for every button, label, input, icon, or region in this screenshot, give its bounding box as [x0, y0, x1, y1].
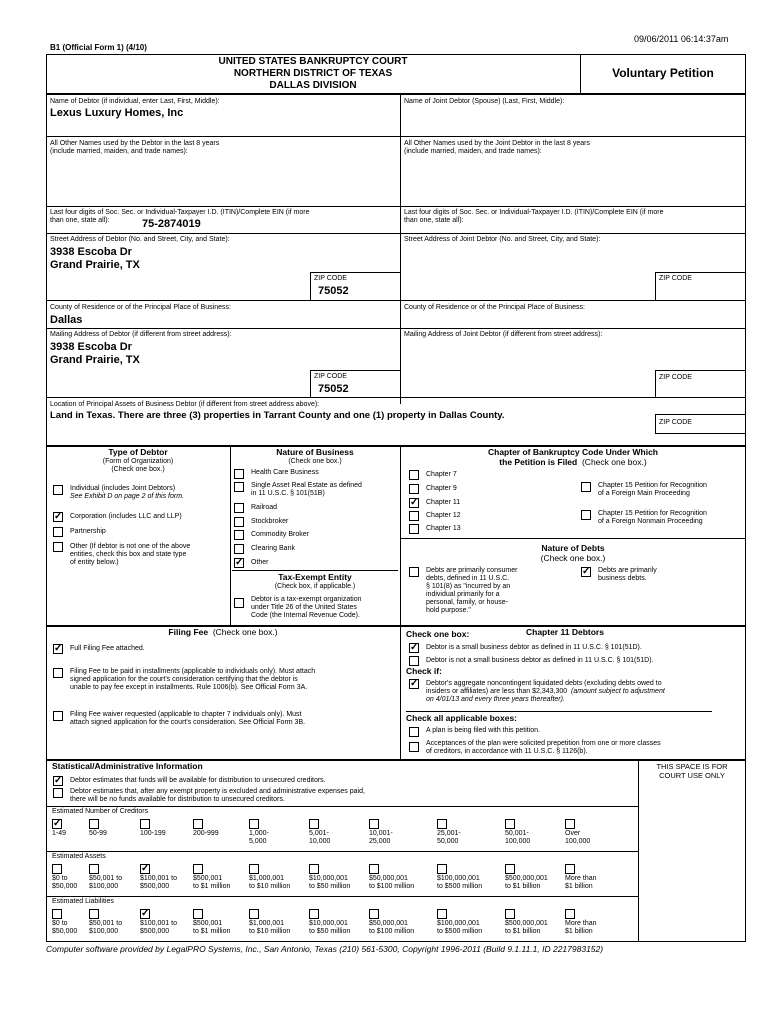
checkmark-icon: ✓ — [141, 908, 150, 919]
liabilities-option-checkbox[interactable] — [437, 909, 447, 919]
partnership-checkbox[interactable] — [53, 527, 63, 537]
plan-filed-label: A plan is being filed with this petition. — [426, 727, 541, 734]
individual-checkbox[interactable] — [53, 485, 63, 495]
chapter-9-label: Chapter 9 — [426, 485, 457, 492]
aggregate-debts-label: Debtor's aggregate noncontingent liquidated debts (excluding debts owed to insiders or affiliates) are less than $2,343,300 (amount subject to adjustment on 4/01/13 and every three years thereafter). — [426, 680, 665, 704]
single-asset-checkbox[interactable] — [234, 482, 244, 492]
assets-option-label: $10,000,001 to $50 million — [309, 875, 351, 891]
chapter-15-main-checkbox[interactable] — [581, 482, 591, 492]
chapter-13-label: Chapter 13 — [426, 525, 461, 532]
other-business-label: Other — [251, 559, 269, 566]
assets-option-label: $500,000,001 to $1 billion — [505, 875, 548, 891]
assets-option-checkbox[interactable] — [249, 864, 259, 874]
court-use-label: THIS SPACE IS FOR COURT USE ONLY — [656, 762, 728, 780]
debtor-mailing-label: Mailing Address of Debtor (if different from street address): — [50, 331, 232, 338]
creditors-option-label: 5,001- 10,000 — [309, 830, 331, 846]
liabilities-option-checkbox[interactable] — [565, 909, 575, 919]
fee-waiver-checkbox[interactable] — [53, 711, 63, 721]
liabilities-option-checkbox[interactable] — [369, 909, 379, 919]
liabilities-option-checkbox[interactable] — [249, 909, 259, 919]
creditors-option-label: 25,001- 50,000 — [437, 830, 461, 846]
creditors-option-checkbox[interactable] — [249, 819, 259, 829]
liabilities-option-checkbox[interactable] — [52, 909, 62, 919]
statistical-title: Statistical/Administrative Information — [52, 761, 203, 771]
liabilities-option-checkbox[interactable] — [193, 909, 203, 919]
chapter-12-checkbox[interactable] — [409, 511, 419, 521]
creditors-option-checkbox[interactable] — [437, 819, 447, 829]
chapter-12-label: Chapter 12 — [426, 512, 461, 519]
small-business-label: Debtor is a small business debtor as defined in 11 U.S.C. § 101(51D). — [426, 644, 642, 651]
creditors-option-checkbox[interactable] — [140, 819, 150, 829]
assets-option-checkbox[interactable] — [140, 864, 150, 874]
stockbroker-label: Stockbroker — [251, 518, 289, 525]
chapter-15-main-label: Chapter 15 Petition for Recognition of a Foreign Main Proceeding — [598, 482, 707, 498]
debtor-mailing-zip: 75052 — [318, 383, 349, 395]
creditors-option-label: 1-49 — [52, 830, 67, 837]
clearing-bank-checkbox[interactable] — [234, 544, 244, 554]
creditors-option-label: 10,001- 25,000 — [369, 830, 393, 846]
chapter-15-nonmain-label: Chapter 15 Petition for Recognition of a Foreign Nonmain Proceeding — [598, 510, 707, 526]
no-funds-label: Debtor estimates that, after any exempt property is excluded and administrative expenses paid, there will be no funds available for distribution to unsecured creditors. — [70, 788, 365, 804]
assets-option-label: $0 to $50,000 — [52, 875, 78, 891]
individual-label: Individual (includes Joint Debtors) See Exhibit D on page 2 of this form. — [70, 485, 185, 501]
liabilities-option-label: $50,001 to $100,000 — [89, 920, 123, 936]
assets-option-checkbox[interactable] — [89, 864, 99, 874]
liabilities-option-label: $50,000,001 to $100 million — [369, 920, 415, 936]
assets-option-checkbox[interactable] — [505, 864, 515, 874]
assets-option-label: $50,000,001 to $100 million — [369, 875, 415, 891]
aggregate-debts-checkbox[interactable]: ✓ — [410, 678, 419, 689]
installment-fee-label: Filing Fee to be paid in installments (applicable to individuals only). Must attach signed application for the court's consideration certifying that the debtor is unable to pay fee except in installments. Rule 1006(b). See Official Form 3A. — [70, 668, 316, 692]
joint-mailing-zip-label: ZIP CODE — [659, 374, 692, 381]
health-care-label: Health Care Business — [251, 469, 319, 476]
consumer-debts-label: Debts are primarily consumer debts, defined in 11 U.S.C. § 101(8) as "incurred by an individual primarily for a personal, family, or house- hold purpose." — [426, 567, 518, 615]
corporation-checkbox[interactable]: ✓ — [54, 511, 63, 522]
creditors-option-checkbox[interactable] — [52, 819, 62, 829]
commodity-broker-checkbox[interactable] — [234, 530, 244, 540]
assets-option-label: $500,001 to $1 million — [193, 875, 231, 891]
fee-waiver-label: Filing Fee waiver requested (applicable to chapter 7 individuals only). Must attach signed application for the court's consideration. See Official Form 3B. — [70, 711, 306, 727]
creditors-option-label: 1,000- 5,000 — [249, 830, 269, 846]
other-entity-label: Other (If debtor is not one of the above entities, check this box and state type of entity below.) — [70, 543, 191, 567]
liabilities-option-checkbox[interactable] — [89, 909, 99, 919]
creditors-option-checkbox[interactable] — [309, 819, 319, 829]
chapter-13-checkbox[interactable] — [409, 524, 419, 534]
creditors-option-label: 50,001- 100,000 — [505, 830, 531, 846]
creditors-option-checkbox[interactable] — [89, 819, 99, 829]
liabilities-option-label: $100,000,001 to $500 million — [437, 920, 483, 936]
health-care-checkbox[interactable] — [234, 469, 244, 479]
creditors-option-label: 50-99 — [89, 830, 107, 837]
clearing-bank-label: Clearing Bank — [251, 545, 295, 552]
debtor-mailing-line2: Grand Prairie, TX — [50, 354, 140, 366]
creditors-option-checkbox[interactable] — [505, 819, 515, 829]
location-zip-label: ZIP CODE — [659, 419, 692, 426]
software-footer: Computer software provided by LegalPRO Systems, Inc., San Antonio, Texas (210) 561-5300, Copyright 1996-2011 (Build 9.1.11.1, ID 2217983152) — [46, 944, 604, 954]
other-entity-checkbox[interactable] — [53, 542, 63, 552]
no-funds-checkbox[interactable] — [53, 788, 63, 798]
liabilities-option-label: $500,001 to $1 million — [193, 920, 231, 936]
tax-exempt-label: Debtor is a tax-exempt organization under Title 26 of the United States Code (the Internal Revenue Code). — [251, 596, 362, 620]
chapter-11-label: Chapter 11 — [426, 499, 461, 506]
debtor-street-line2: Grand Prairie, TX — [50, 259, 140, 271]
assets-option-checkbox[interactable] — [565, 864, 575, 874]
liabilities-option-label: $100,001 to $500,000 — [140, 920, 177, 936]
debtor-street-label: Street Address of Debtor (No. and Street, City, and State): — [50, 236, 230, 243]
debtor-zip: 75052 — [318, 285, 349, 297]
installment-fee-checkbox[interactable] — [53, 668, 63, 678]
debtor-street-line1: 3938 Escoba Dr — [50, 246, 132, 258]
chapter-7-checkbox[interactable] — [409, 470, 419, 480]
creditors-option-label: 100-199 — [140, 830, 166, 837]
assets-option-label: $100,001 to $500,000 — [140, 875, 177, 891]
other-business-checkbox[interactable]: ✓ — [235, 557, 244, 568]
assets-option-checkbox[interactable] — [52, 864, 62, 874]
chapter-9-checkbox[interactable] — [409, 484, 419, 494]
liabilities-option-label: More than $1 billion — [565, 920, 597, 936]
assets-option-label: More than $1 billion — [565, 875, 597, 891]
assets-option-checkbox[interactable] — [193, 864, 203, 874]
check-all-label: Check all applicable boxes: — [406, 713, 518, 723]
assets-option-checkbox[interactable] — [309, 864, 319, 874]
assets-option-label: $50,001 to $100,000 — [89, 875, 123, 891]
stockbroker-checkbox[interactable] — [234, 517, 244, 527]
tax-exempt-header: Tax-Exempt Entity (Check box, if applicable.) — [274, 572, 356, 590]
funds-available-label: Debtor estimates that funds will be available for distribution to unsecured creditors. — [70, 777, 326, 784]
check-if-label: Check if: — [406, 666, 442, 676]
railroad-label: Railroad — [251, 504, 278, 511]
liabilities-option-checkbox[interactable] — [309, 909, 319, 919]
debtor-mailing-zip-label: ZIP CODE — [314, 373, 347, 380]
not-small-business-label: Debtor is not a small business debtor as defined in 11 U.S.C. § 101(51D). — [426, 657, 654, 664]
joint-zip-label: ZIP CODE — [659, 275, 692, 282]
railroad-checkbox[interactable] — [234, 503, 244, 513]
creditors-option-label: Over 100,000 — [565, 830, 591, 846]
plan-filed-checkbox[interactable] — [409, 727, 419, 737]
debtor-name-label: Name of Debtor (if individual, enter Last, First, Middle): — [50, 98, 220, 105]
chapter-7-label: Chapter 7 — [426, 471, 457, 478]
liabilities-option-checkbox[interactable] — [505, 909, 515, 919]
assets-option-checkbox[interactable] — [437, 864, 447, 874]
checkmark-icon: ✓ — [53, 818, 62, 829]
nature-of-debts-header: Nature of Debts (Check one box.) — [540, 543, 606, 563]
commodity-broker-label: Commodity Broker — [251, 531, 309, 538]
nature-of-business-header: Nature of Business (Check one box.) — [276, 447, 354, 465]
creditors-option-checkbox[interactable] — [193, 819, 203, 829]
partnership-label: Partnership — [70, 528, 106, 535]
location-value: Land in Texas. There are three (3) properties in Tarrant County and one (1) property in Dallas County. — [50, 410, 505, 421]
debtor-zip-label: ZIP CODE — [314, 275, 347, 282]
chapter-header: Chapter of Bankruptcy Code Under Which the Petition is Filed (Check one box.) — [487, 447, 658, 467]
joint-county-label: County of Residence or of the Principal Place of Business: — [404, 304, 585, 311]
assets-option-checkbox[interactable] — [369, 864, 379, 874]
liabilities-option-label: $10,000,001 to $50 million — [309, 920, 351, 936]
corporation-label: Corporation (includes LLC and LLP) — [70, 513, 182, 520]
debtor-county: Dallas — [50, 314, 83, 326]
liabilities-option-label: $500,000,001 to $1 billion — [505, 920, 548, 936]
debtor-ein: 75-2874019 — [142, 218, 201, 230]
full-fee-checkbox[interactable]: ✓ — [54, 643, 63, 654]
liabilities-label: Estimated Liabilities — [52, 898, 114, 905]
small-business-checkbox[interactable]: ✓ — [410, 642, 419, 653]
liabilities-option-checkbox[interactable] — [140, 909, 150, 919]
form-id: B1 (Official Form 1) (4/10) — [50, 43, 147, 52]
acceptances-label: Acceptances of the plan were solicited prepetition from one or more classes of creditors, in accordance with 11 U.S.C. § 1126(b). — [426, 740, 661, 756]
filing-fee-header: Filing Fee (Check one box.) — [168, 627, 278, 637]
funds-available-checkbox[interactable]: ✓ — [54, 775, 63, 786]
check-one-box-label: Check one box: — [406, 629, 470, 639]
joint-ssn-label: Last four digits of Soc. Sec. or Individual-Taxpayer I.D. (ITIN)/Complete EIN (if more than one, state all): — [404, 209, 664, 225]
creditors-option-checkbox[interactable] — [565, 819, 575, 829]
business-debts-label: Debts are primarily business debts. — [598, 567, 657, 583]
debtor-county-label: County of Residence or of the Principal Place of Business: — [50, 304, 231, 311]
not-small-business-checkbox[interactable] — [409, 656, 419, 666]
single-asset-label: Single Asset Real Estate as defined in 11 U.S.C. § 101(51B) — [251, 482, 362, 498]
checkmark-icon: ✓ — [141, 863, 150, 874]
debtor-other-names-label: All Other Names used by the Debtor in the last 8 years (include married, maiden, and trade names): — [50, 140, 220, 156]
tax-exempt-checkbox[interactable] — [234, 598, 244, 608]
consumer-debts-checkbox[interactable] — [409, 567, 419, 577]
court-name: UNITED STATES BANKRUPTCY COURT NORTHERN DISTRICT OF TEXAS DALLAS DIVISION — [218, 56, 408, 91]
creditors-label: Estimated Number of Creditors — [52, 808, 149, 815]
liabilities-option-label: $0 to $50,000 — [52, 920, 78, 936]
debtor-name: Lexus Luxury Homes, Inc — [50, 107, 184, 119]
chapter-11-checkbox[interactable]: ✓ — [410, 497, 419, 508]
creditors-option-label: 200-999 — [193, 830, 219, 837]
chapter-11-debtors-title: Chapter 11 Debtors — [526, 627, 604, 637]
timestamp: 09/06/2011 06:14:37am — [634, 34, 729, 44]
assets-label: Estimated Assets — [52, 853, 106, 860]
joint-other-names-label: All Other Names used by the Joint Debtor in the last 8 years (include married, maiden, and trade names): — [404, 140, 590, 156]
full-fee-label: Full Filing Fee attached. — [70, 645, 145, 652]
acceptances-checkbox[interactable] — [409, 742, 419, 752]
assets-option-label: $1,000,001 to $10 million — [249, 875, 291, 891]
joint-street-label: Street Address of Joint Debtor (No. and Street, City, and State): — [404, 236, 601, 243]
chapter-15-nonmain-checkbox[interactable] — [581, 510, 591, 520]
location-label: Location of Principal Assets of Business Debtor (if different from street address above): — [50, 401, 320, 408]
debtor-ssn-label: Last four digits of Soc. Sec. or Individual-Taxpayer I.D. (ITIN)/Complete EIN (if more than one, state all): — [50, 209, 310, 225]
joint-name-label: Name of Joint Debtor (Spouse) (Last, First, Middle): — [404, 98, 565, 105]
debtor-mailing-line1: 3938 Escoba Dr — [50, 341, 132, 353]
assets-option-label: $100,000,001 to $500 million — [437, 875, 483, 891]
petition-title: Voluntary Petition — [612, 66, 714, 80]
type-of-debtor-header: Type of Debtor (Form of Organization) (Check one box.) — [102, 447, 174, 473]
business-debts-checkbox[interactable]: ✓ — [582, 566, 591, 577]
joint-mailing-label: Mailing Address of Joint Debtor (if different from street address): — [404, 331, 603, 338]
liabilities-option-label: $1,000,001 to $10 million — [249, 920, 291, 936]
creditors-option-checkbox[interactable] — [369, 819, 379, 829]
